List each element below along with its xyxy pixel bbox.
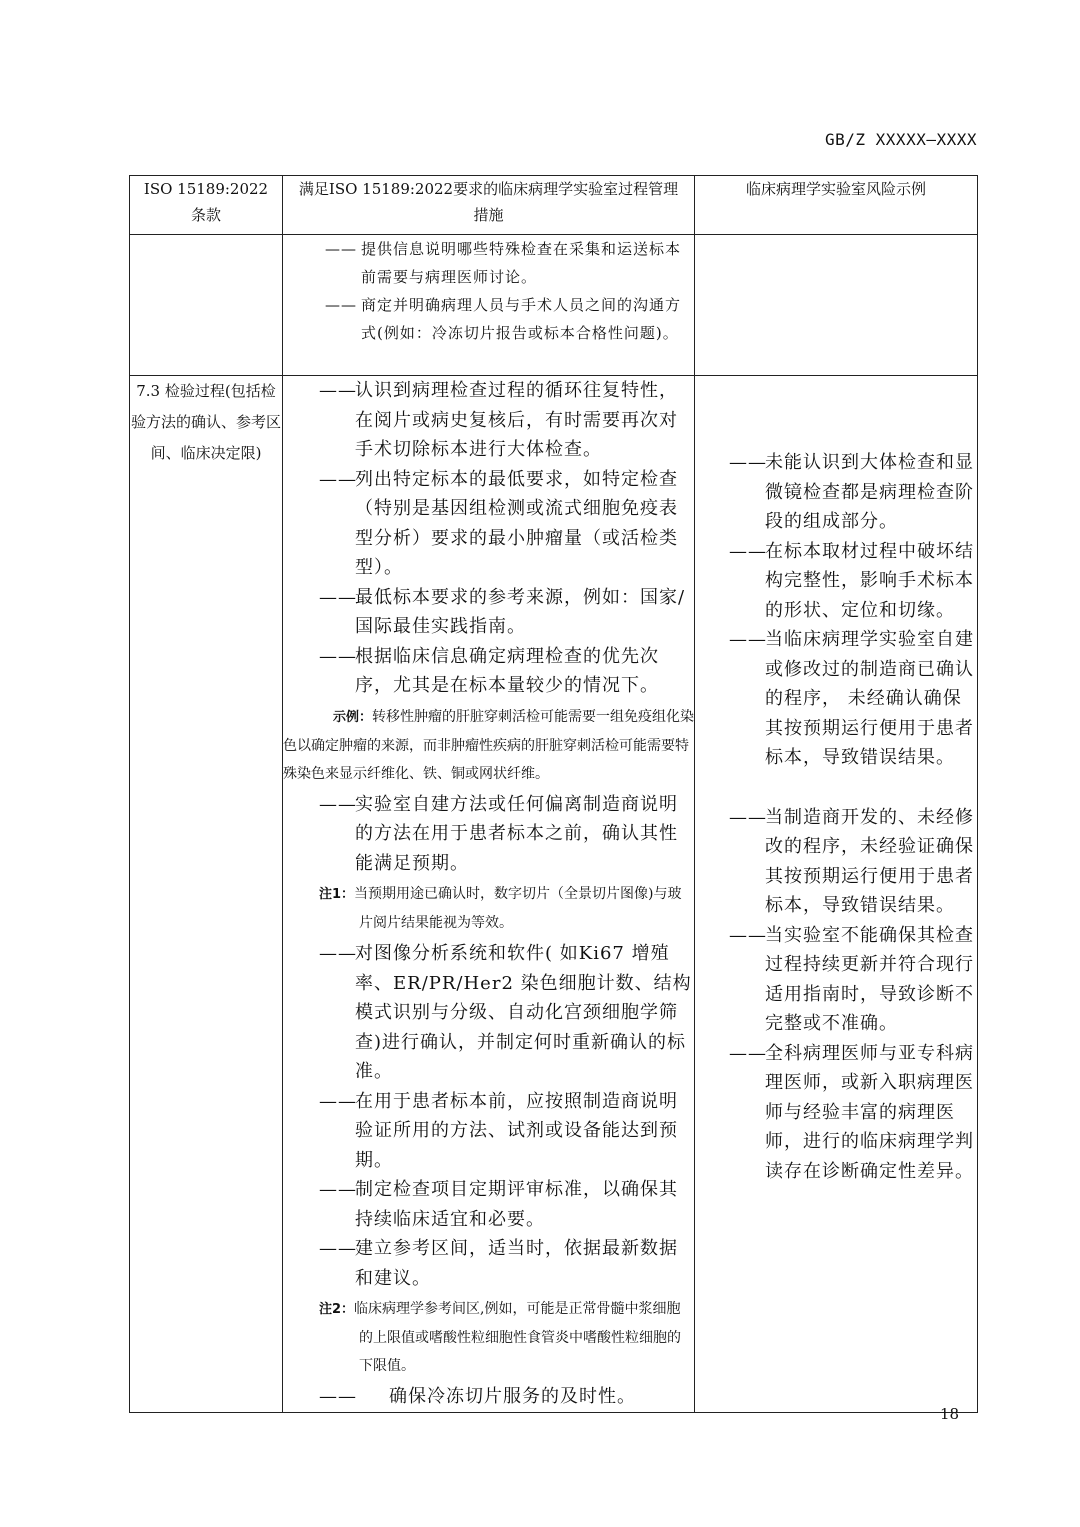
- note-1-text: 当预期用途已确认时，数字切片（全景切片图像)与玻片阅片结果能视为等效。: [354, 886, 682, 931]
- note-2-text: 临床病理学参考间区,例如，可能是正常骨髓中浆细胞的上限值或嗜酸性粒细胞性食管炎中嗜酸性粒细胞的下限值。: [354, 1301, 681, 1374]
- example-text: 转移性肿瘤的肝脏穿刺活检可能需要一组免疫组化染色以确定肿瘤的来源，而非肿瘤性疾病的肝脏穿刺活检可能需要特殊染色来显示纤维化、铁、铜或网状纤维。: [283, 708, 695, 782]
- note-2-label: 注2：: [319, 1302, 355, 1317]
- column-header-risks: [695, 176, 978, 235]
- list-item: —— 当实验室不能确保其检查过程持续更新并符合现行适用指南时，导致诊断不完整或不准确。: [729, 924, 974, 1034]
- list-item: —— 商定并明确病理人员与手术人员之间的沟通方式(例如：冷冻切片报告或标本合格性问题)。: [325, 296, 682, 342]
- note-1-label: 注1：: [319, 887, 355, 902]
- example-label: 示例：: [333, 709, 373, 725]
- note-1: [319, 880, 694, 937]
- column-header-clause: [130, 176, 283, 235]
- list-item: —— 在用于患者标本前，应按照制造商说明验证所用的方法、试剂或设备能达到预期。: [319, 1090, 678, 1171]
- risks-cell-empty: [695, 235, 978, 376]
- note-2: [319, 1295, 694, 1380]
- page-number: 18: [940, 1405, 960, 1423]
- list-item: —— 建立参考区间，适当时，依据最新数据和建议。: [319, 1238, 678, 1289]
- list-item: —— 制定检查项目定期评审标准，以确保其持续临床适宜和必要。: [319, 1179, 678, 1230]
- list-item: —— 全科病理医师与亚专科病理医师，或新入职病理医师与经验丰富的病理医师，进行的临床病理学判读存在诊断确定性差异。: [729, 1042, 974, 1182]
- example-block: [283, 703, 694, 788]
- table-header-row: [130, 176, 978, 235]
- list-item: —— 提供信息说明哪些特殊检查在采集和运送标本前需要与病理医师讨论。: [325, 240, 682, 286]
- list-item: —— 在标本取材过程中破坏结构完整性，影响手术标本的形状、定位和切缘。: [729, 540, 974, 621]
- clause-cell-empty: [130, 235, 283, 376]
- table-row: [130, 235, 978, 376]
- column-header-label: ISO 15189:2022 条款: [143, 180, 269, 224]
- list-item: —— 最低标本要求的参考来源，例如：国家/国际最佳实践指南。: [319, 586, 686, 637]
- measures-cell: [283, 235, 695, 376]
- column-header-label: 满足ISO 15189:2022要求的临床病理学实验室过程管理 措施: [298, 180, 679, 224]
- standard-code: GB/Z XXXXX—XXXX: [825, 130, 977, 149]
- list-item: —— 实验室自建方法或任何偏离制造商说明的方法在用于患者标本之前，确认其性能满足预期。: [319, 793, 678, 874]
- table-row: [130, 376, 978, 1413]
- list-item: —— 认识到病理检查过程的循环往复特性，在阅片或病史复核后，有时需要再次对手术切除标本进行大体检查。: [319, 380, 678, 460]
- list-item: —— 对图像分析系统和软件( 如Ki67 增殖率、ER/PR/Her2 染色细胞计数、结构模式识别与分级、自动化宫颈细胞学筛查)进行确认，并制定何时重新确认的标准。: [319, 943, 692, 1082]
- list-item: —— 当临床病理学实验室自建或修改过的制造商已确认的程序， 未经确认确保其按预期运行便用于患者标本，导致错误结果。: [729, 629, 974, 768]
- list-item: —— 列出特定标本的最低要求，如特定检查（特别是基因组检测或流式细胞免疫表型分析）要求的最小肿瘤量（或活检类型）。: [319, 468, 678, 578]
- measures-cell: [283, 376, 695, 1413]
- list-item: —— 当制造商开发的、未经修改的程序，未经验证确保其按预期运行便用于患者标本，导致错误结果。: [729, 806, 974, 916]
- risks-cell: [695, 376, 978, 1413]
- list-item: —— 确保冷冻切片服务的及时性。: [319, 1386, 636, 1407]
- clause-cell: 7.3 检验过程(包括检验方法的确认、参考区间、临床决定限): [130, 376, 283, 1413]
- column-header-label: 临床病理学实验室风险示例: [745, 180, 926, 198]
- list-item: —— 未能认识到大体检查和显微镜检查都是病理检查阶段的组成部分。: [729, 452, 974, 532]
- column-header-measures: [283, 176, 695, 235]
- list-item: —— 根据临床信息确定病理检查的优先次序，尤其是在标本量较少的情况下。: [319, 645, 659, 696]
- process-management-table: [129, 175, 978, 1413]
